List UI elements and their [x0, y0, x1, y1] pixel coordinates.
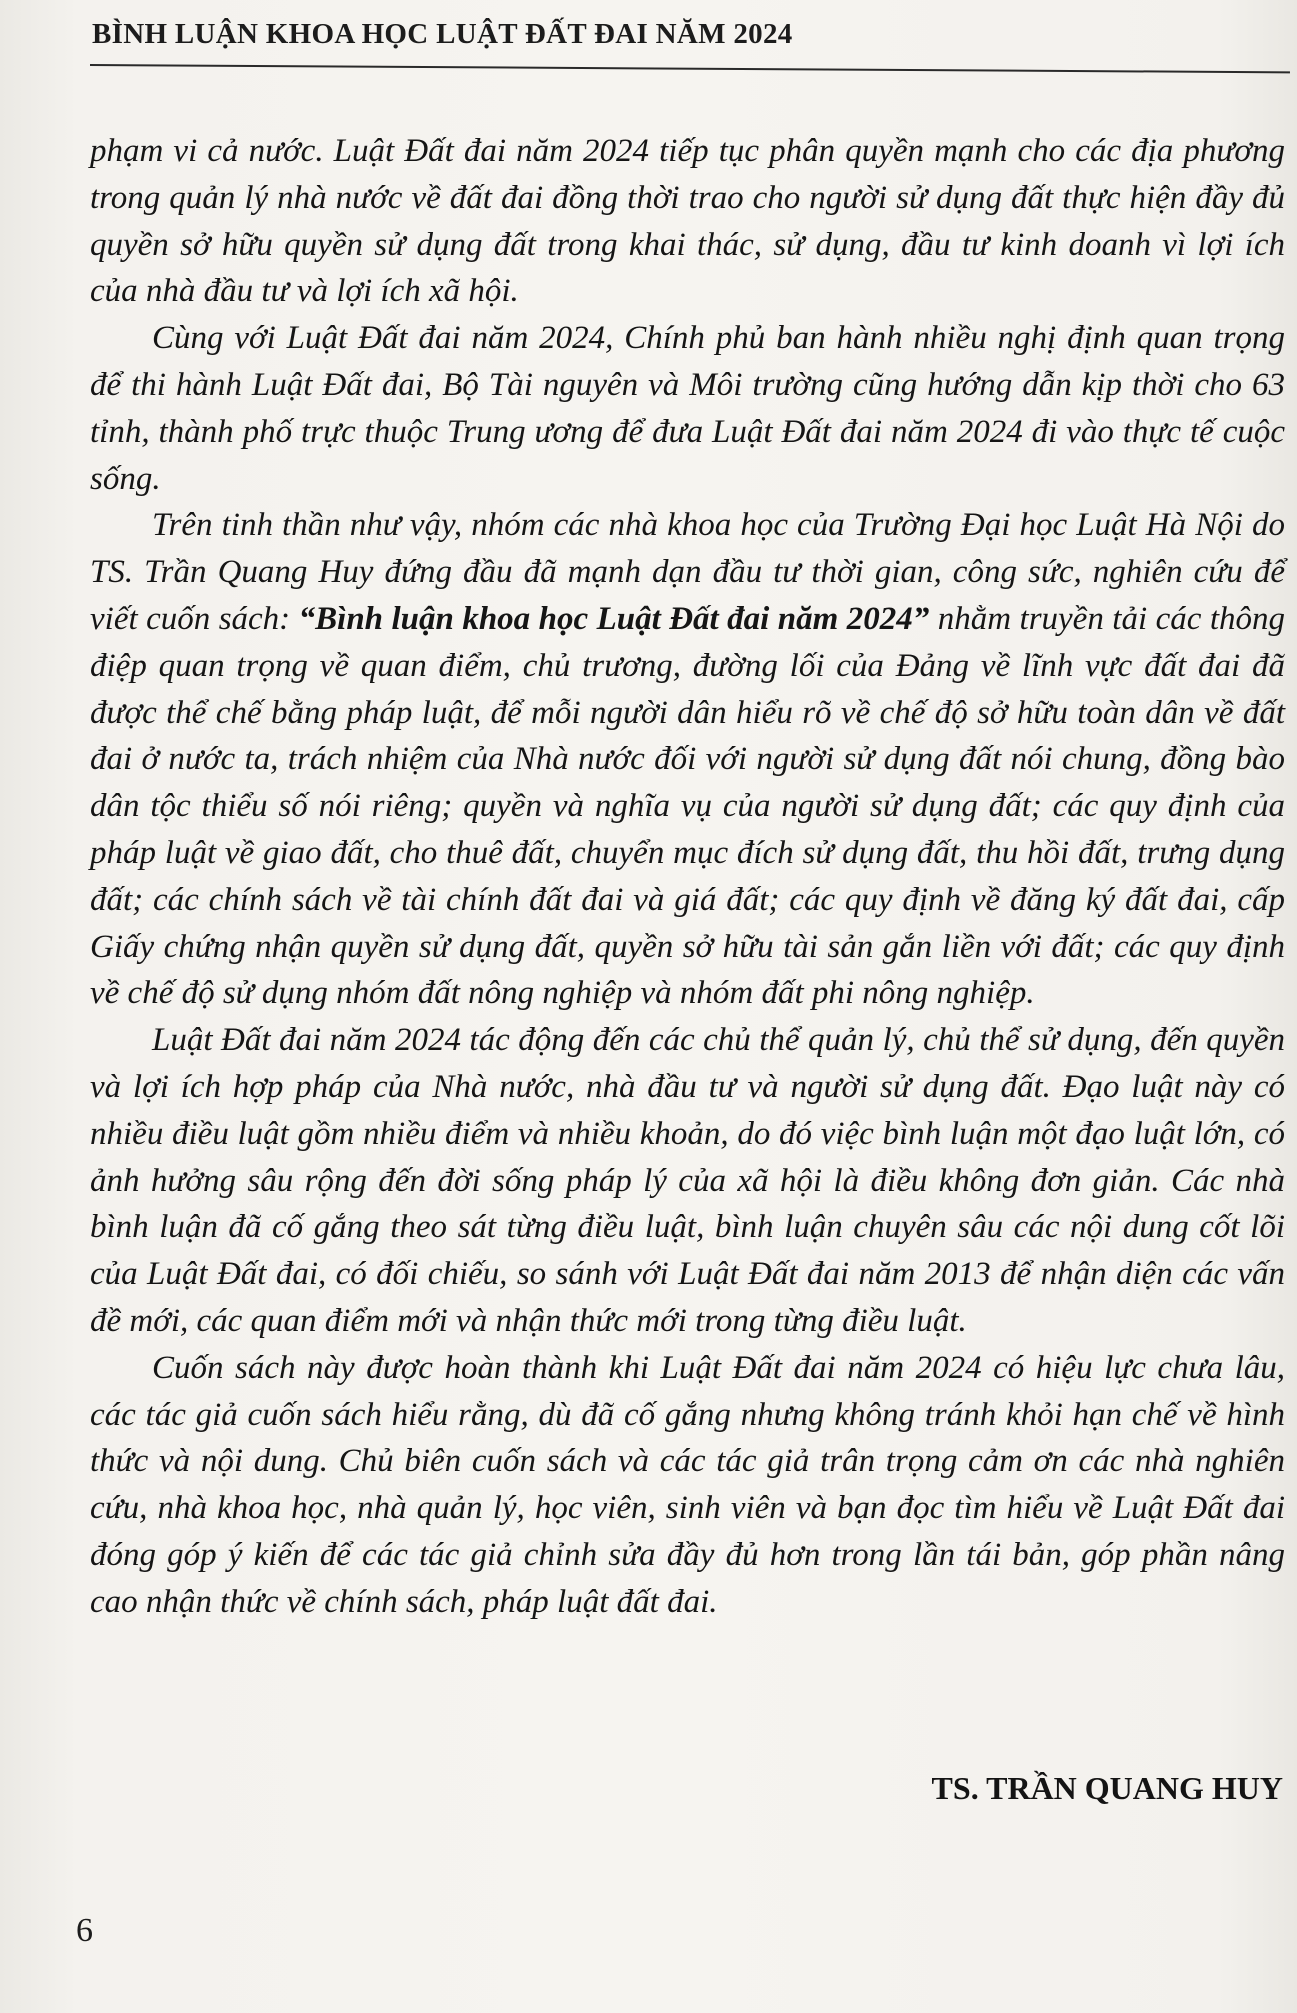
body-text	[90, 128, 1285, 1626]
book-title: “Bình luận khoa học Luật Đất đai năm 2024”	[298, 600, 930, 637]
header-rule	[90, 64, 1290, 73]
paragraph	[90, 502, 1285, 1017]
paragraph: Cuốn sách này được hoàn thành khi Luật Đất đai năm 2024 có hiệu lực chưa lâu, các tác giả cuốn sách hiểu rằng, dù đã cố gắng nhưng không tránh khỏi hạn chế về hình thức và nội dung. Chủ biên cuốn sách và các tác giả trân trọng cảm ơn các nhà nghiên cứu, nhà khoa học, nhà quản lý, học viên, sinh viên và bạn đọc tìm hiểu về Luật Đất đai đóng góp ý kiến để các tác giả chỉnh sửa đầy đủ hơn trong lần tái bản, góp phần nâng cao nhận thức về chính sách, pháp luật đất đai.	[90, 1349, 1285, 1620]
page-number: 6	[76, 1912, 93, 1949]
paragraph-text: Trên tinh thần như vậy, nhóm các nhà khoa học của Trường Đại học Luật Hà Nội do TS. Trần Quang Huy đứng đầu đã mạnh dạn đầu tư thời gian, công sức, nghiên cứu để viết cuốn sách:	[90, 507, 1285, 637]
paragraph: Luật Đất đai năm 2024 tác động đến các chủ thể quản lý, chủ thể sử dụng, đến quyền và lợi ích hợp pháp của Nhà nước, nhà đầu tư và người sử dụng đất. Đạo luật này có nhiều điều luật gồm nhiều điểm và nhiều khoản, do đó việc bình luận một đạo luật lớn, có ảnh hưởng sâu rộng đến đời sống pháp lý của xã hội là điều không đơn giản. Các nhà bình luận đã cố gắng theo sát từng điều luật, bình luận chuyên sâu các nội dung cốt lõi của Luật Đất đai, có đối chiếu, so sánh với Luật Đất đai năm 2013 để nhận diện các vấn đề mới, các quan điểm mới và nhận thức mới trong từng điều luật.	[90, 1022, 1285, 1339]
paragraph-text: nhằm truyền tải các thông điệp quan trọng về quan điểm, chủ trương, đường lối của Đảng về lĩnh vực đất đai đã được thể chế bằng pháp luật, để mỗi người dân hiểu rõ về chế độ sở hữu toàn dân về đất đai ở nước ta, trách nhiệm của Nhà nước đối với người sử dụng đất nói chung, đồng bào dân tộc thiểu số nói riêng; quyền và nghĩa vụ của người sử dụng đất; các quy định của pháp luật về giao đất, cho thuê đất, chuyển mục đích sử dụng đất, thu hồi đất, trưng dụng đất; các chính sách về tài chính đất đai và giá đất; các quy định về đăng ký đất đai, cấp Giấy chứng nhận quyền sử dụng đất, quyền sở hữu tài sản gắn liền với đất; các quy định về chế độ sử dụng nhóm đất nông nghiệp và nhóm đất phi nông nghiệp.	[90, 600, 1286, 1012]
paragraph-continuation: phạm vi cả nước. Luật Đất đai năm 2024 tiếp tục phân quyền mạnh cho các địa phương trong quản lý nhà nước về đất đai đồng thời trao cho người sử dụng đất thực hiện đầy đủ quyền sở hữu quyền sử dụng đất trong khai thác, sử dụng, đầu tư kinh doanh vì lợi ích của nhà đầu tư và lợi ích xã hội.	[90, 133, 1285, 310]
author-signature: TS. TRẦN QUANG HUY	[931, 1770, 1283, 1806]
running-header: BÌNH LUẬN KHOA HỌC LUẬT ĐẤT ĐAI NĂM 2024	[92, 18, 793, 50]
paragraph: Cùng với Luật Đất đai năm 2024, Chính phủ ban hành nhiều nghị định quan trọng để thi hành Luật Đất đai, Bộ Tài nguyên và Môi trường cũng hướng dẫn kịp thời cho 63 tỉnh, thành phố trực thuộc Trung ương để đưa Luật Đất đai năm 2024 đi vào thực tế cuộc sống.	[90, 320, 1285, 497]
